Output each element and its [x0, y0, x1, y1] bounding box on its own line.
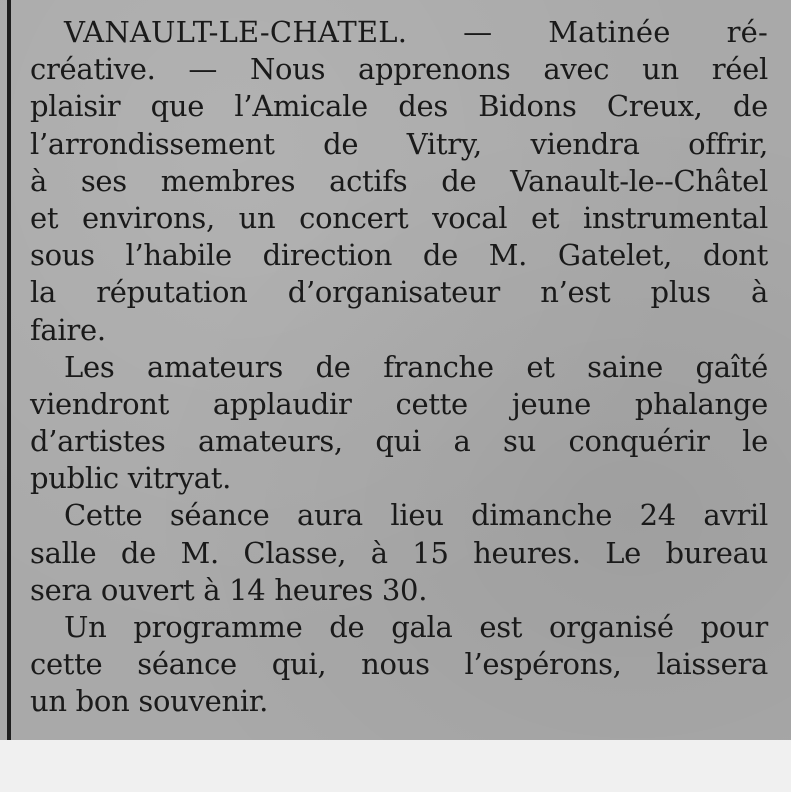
- paragraph-3: [30, 497, 768, 609]
- text-line: plaisir que l’Amicale des Bidons Creux, de: [30, 89, 768, 124]
- paragraph-2: [30, 349, 768, 498]
- text-line: l’arrondissement de Vitry, viendra offrir,: [30, 126, 768, 161]
- text-line: public vitryat.: [30, 461, 232, 496]
- article-headline-line: VANAULT-LE-CHATEL. — Matinée ré-: [64, 15, 768, 49]
- text-line: d’artistes amateurs, qui a su conquérir le: [30, 424, 768, 459]
- text-line: Cette séance aura lieu dimanche 24 avril: [64, 498, 768, 533]
- text-line: créative. — Nous apprenons avec un réel: [30, 52, 768, 87]
- text-line: Les amateurs de franche et saine gaîté: [64, 349, 768, 384]
- column-rule: [7, 0, 11, 740]
- text-line: et environs, un concert vocal et instrumental: [30, 200, 768, 235]
- text-line: Un programme de gala est organisé pour: [64, 610, 768, 644]
- paragraph-1: [30, 14, 768, 349]
- article-text: [30, 14, 768, 721]
- paragraph-4: [30, 609, 768, 721]
- text-line: cette séance qui, nous l’espérons, laissera: [30, 647, 768, 682]
- text-line: faire.: [30, 312, 106, 347]
- text-line: sera ouvert à 14 heures 30.: [30, 572, 428, 607]
- text-line: la réputation d’organisateur n’est plus à: [30, 275, 768, 310]
- text-line: à ses membres actifs de Vanault-le--Châtel: [30, 163, 768, 198]
- text-line: salle de M. Classe, à 15 heures. Le bureau: [30, 535, 768, 570]
- text-line: sous l’habile direction de M. Gatelet, dont: [30, 238, 768, 273]
- text-line: un bon souvenir.: [30, 684, 269, 719]
- text-line: viendront applaudir cette jeune phalange: [30, 386, 768, 421]
